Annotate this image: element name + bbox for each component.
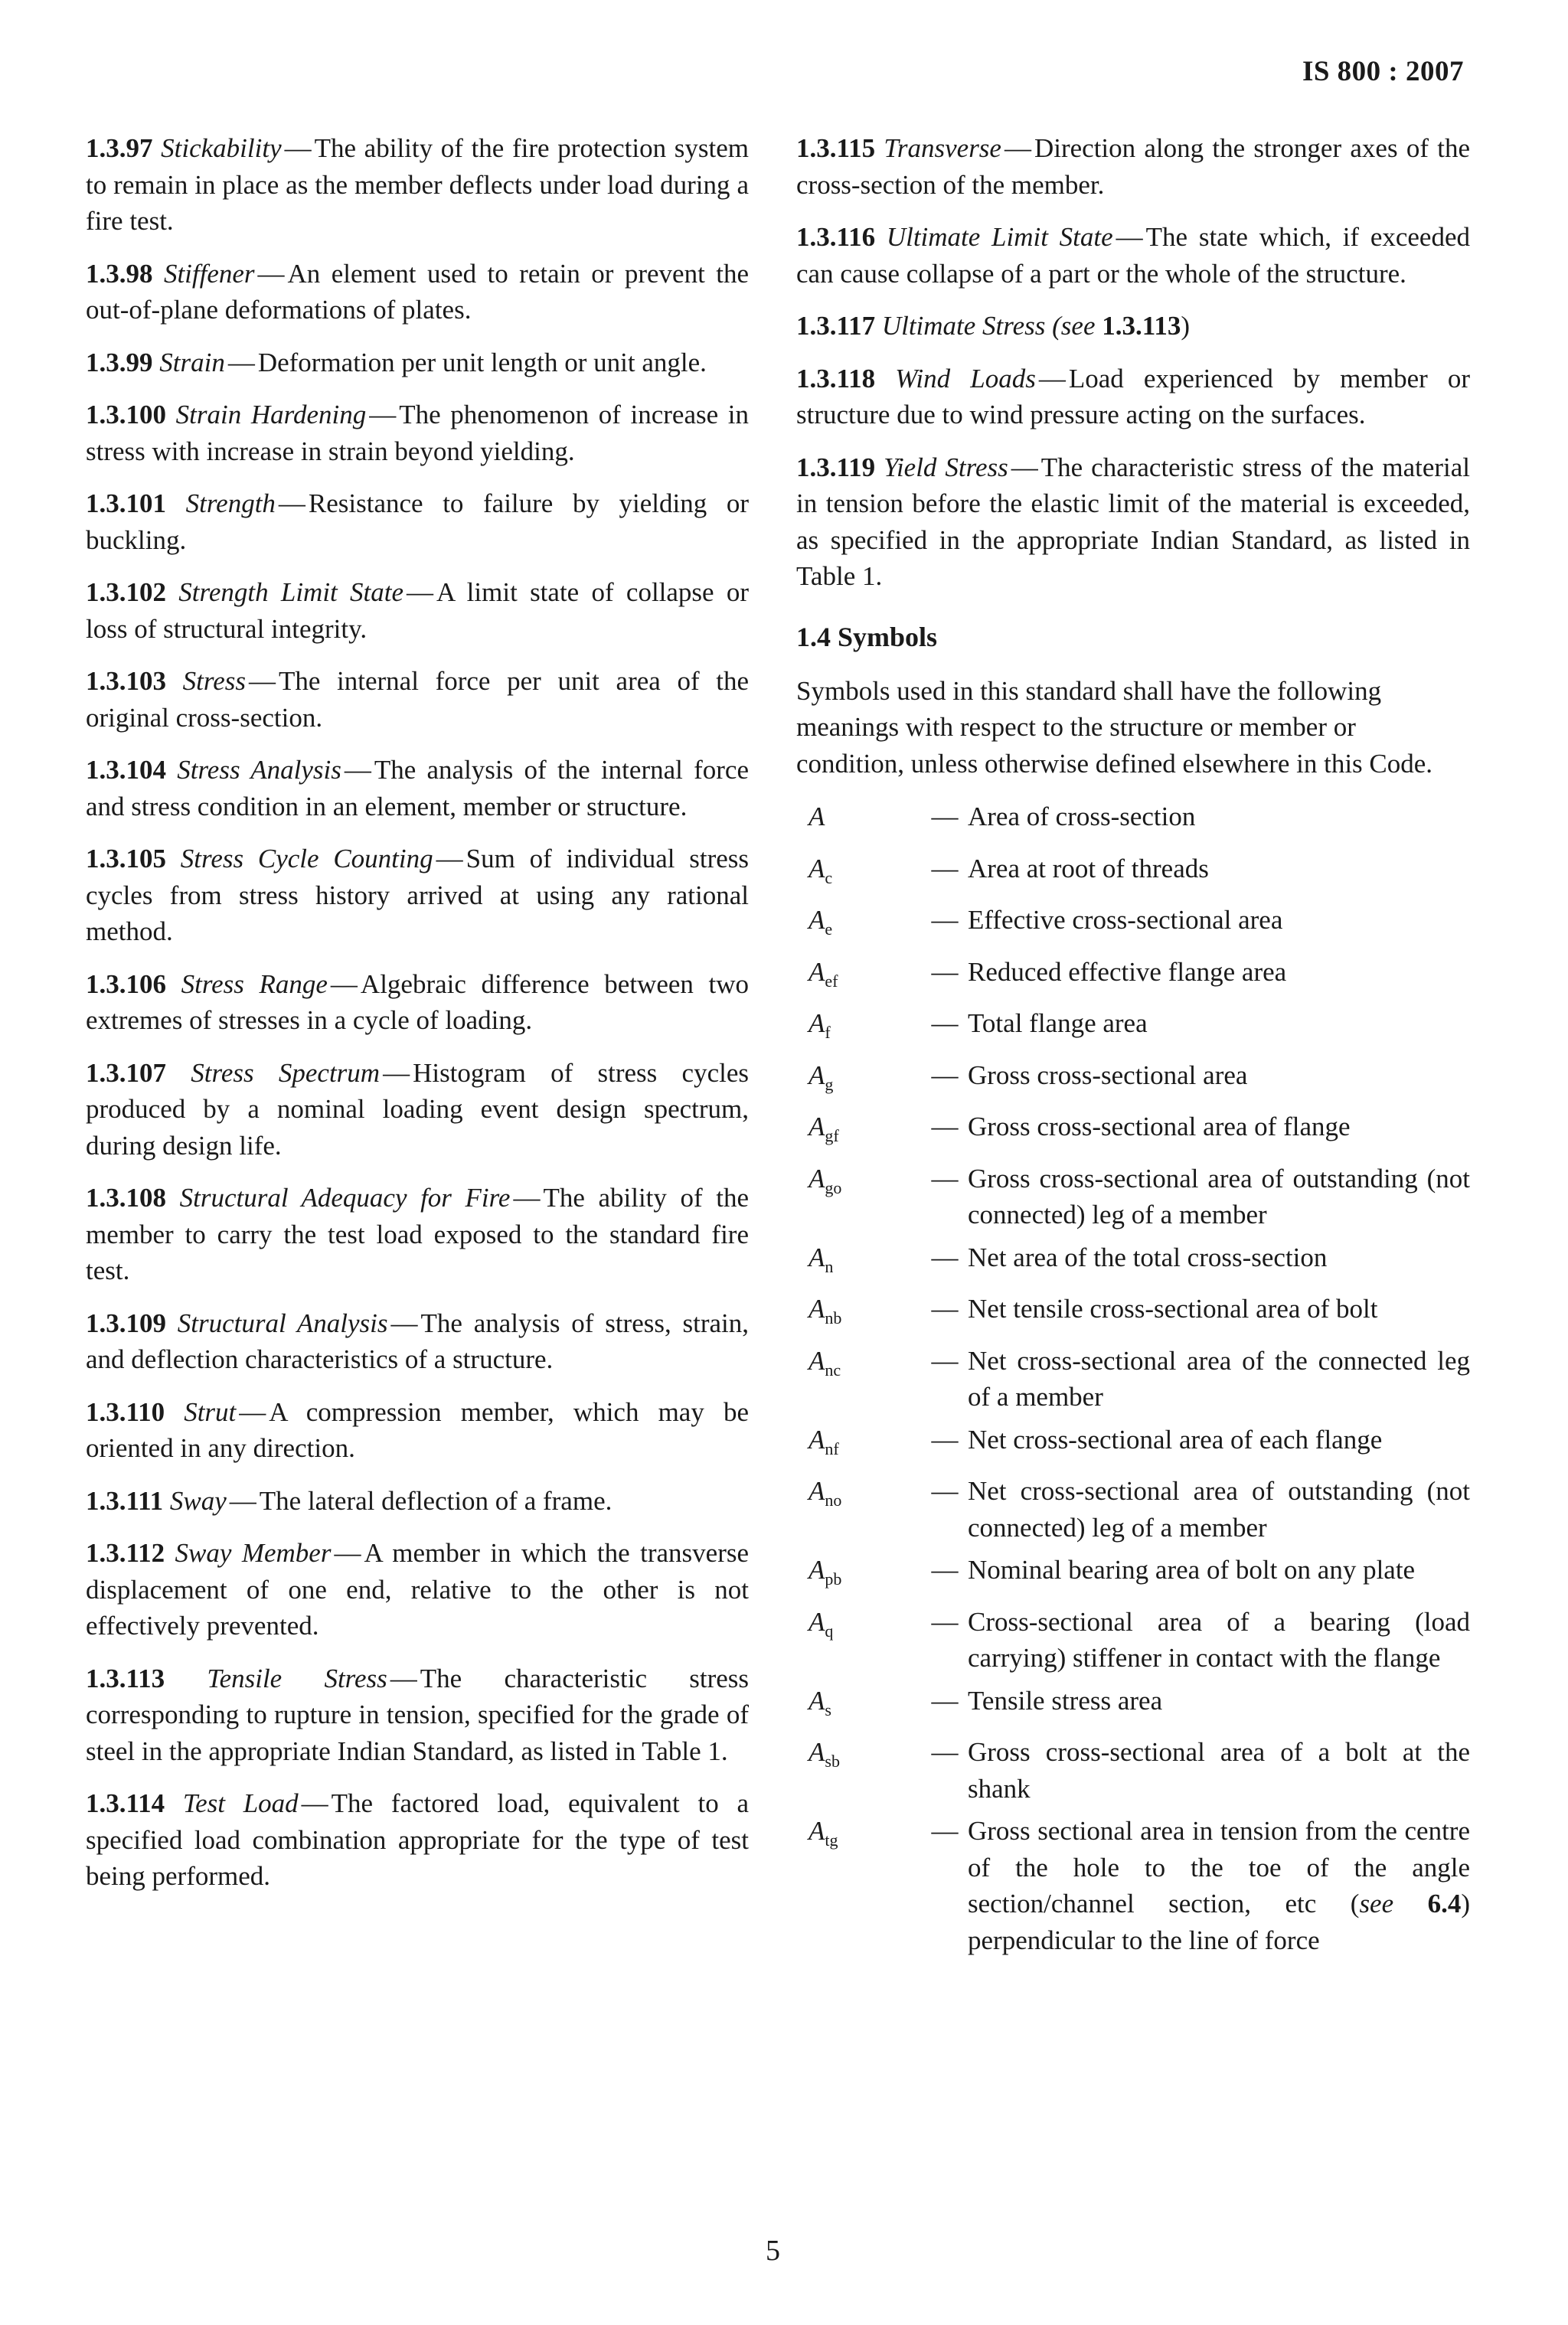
symbol: $A_f$ <box>808 1008 831 1042</box>
symbol-description: Area of cross-section <box>968 802 1196 831</box>
definition-item: 1.3.116 Ultimate Limit State — The state which, if exceeded can cause collapse of a part or the whole of the structure. <box>796 222 1470 289</box>
definition-text: Load experienced by member or structure due to wind pressure acting on the surfaces. <box>796 363 1471 429</box>
symbol-row: $A_{ef}$ — Reduced effective flange area <box>796 954 1470 1000</box>
definition-term: Structural Adequacy for Fire <box>179 1183 511 1213</box>
definition-text: The ability of the fire protection system to remain in place as the member deflects under load during a fire test. <box>86 133 749 236</box>
definition-term: Strut <box>184 1396 237 1427</box>
definition-term: Strain <box>159 347 225 377</box>
definition-item <box>796 308 1470 345</box>
definition-text: The factored load, equivalent to a specified load combination appropriate for the type of test being performed. <box>86 1788 749 1891</box>
definition-item: 1.3.105 Stress Cycle Counting — Sum of individual stress cycles from stress history arrived at using any rational method. <box>86 844 749 946</box>
definition-item: 1.3.118 Wind Loads — Load experienced by member or structure due to wind pressure acting on the surfaces. <box>796 363 1471 429</box>
definition-number: 1.3.106 <box>86 968 166 999</box>
definition-number: 1.3.109 <box>86 1308 166 1338</box>
symbol-row: $A_{sb}$ — Gross cross-sectional area of a bolt at the shank <box>796 1734 1470 1807</box>
definition-item: 1.3.110 Strut — A compression member, which may be oriented in any direction. <box>86 1396 750 1463</box>
definition-term: Stress Analysis <box>177 755 341 785</box>
definition-number: 1.3.113 <box>86 1663 165 1693</box>
definition-text: The analysis of the internal force and stress condition in an element, member or structure. <box>86 755 749 821</box>
symbol-row: $A_q$ — Cross-sectional area of a bearing (load carrying) stiffener in contact with the flange <box>796 1604 1470 1677</box>
symbol-description: Cross-sectional area of a bearing (load carrying) stiffener in contact with the flange <box>968 1606 1470 1673</box>
definition-term: Yield Stress <box>884 452 1008 482</box>
definition-text: The state which, if exceeded can cause collapse of a part or the whole of the structure. <box>796 222 1470 289</box>
left-column <box>86 130 749 1911</box>
definition-text: A member in which the transverse displacement of one end, relative to the other is not effectively prevented. <box>86 1538 749 1641</box>
definition-item: 1.3.103 Stress — The internal force per unit area of the original cross-section. <box>86 666 749 733</box>
definition-item: 1.3.106 Stress Range — Algebraic difference between two extremes of stresses in a cycle of loading. <box>86 968 749 1035</box>
definition-term: Transverse <box>884 133 1001 163</box>
symbol-description: Net cross-sectional area of the connected leg of a member <box>968 1345 1470 1412</box>
symbol: $A_{nc}$ <box>808 1345 841 1380</box>
definition-item: 1.3.99 Strain — Deformation per unit length or unit angle. <box>86 347 707 377</box>
symbol-description: Gross cross-sectional area of flange <box>968 1112 1351 1141</box>
symbol-row: $A_{tg}$ — Gross sectional area in tension from the centre of the hole to the toe of the angle section/channel section, etc (see 6.4) perpendicular to the line of force <box>796 1813 1470 1958</box>
definition-number: 1.3.100 <box>86 400 166 429</box>
symbol: $A_n$ <box>808 1242 834 1276</box>
symbols-intro: Symbols used in this standard shall have the following meanings with respect to the structure or member or condition, unless otherwise defined elsewhere in this Code. <box>796 675 1433 779</box>
definition-item: 1.3.98 Stiffener — An element used to retain or prevent the out-of-plane deformations of plates. <box>86 258 750 325</box>
definition-number: 1.3.112 <box>86 1538 165 1568</box>
definition-number: 1.3.117 <box>796 311 876 341</box>
definition-text: Direction along the stronger axes of the cross-section of the member. <box>796 133 1471 200</box>
definition-reference-prefix: (see <box>1052 311 1102 341</box>
definition-term: Strength Limit State <box>178 577 404 607</box>
definition-text: Deformation per unit length or unit angle. <box>257 347 707 377</box>
definition-text: Resistance to failure by yielding or buckling. <box>86 488 750 555</box>
definition-number: 1.3.107 <box>86 1057 166 1088</box>
definition-number: 1.3.118 <box>796 363 876 393</box>
page-number: 5 <box>766 2235 780 2267</box>
definition-item: 1.3.104 Stress Analysis — The analysis of the internal force and stress condition in an element, member or structure. <box>86 755 749 821</box>
definition-text: The characteristic stress corresponding to rupture in tension, specified for the grade of steel in the appropriate Indian Standard, as listed in Table 1. <box>86 1663 750 1766</box>
symbol: $A_{go}$ <box>808 1163 842 1197</box>
definition-number: 1.3.105 <box>86 844 166 874</box>
definition-number: 1.3.97 <box>86 133 153 163</box>
symbol: $A_{tg}$ <box>808 1816 838 1850</box>
definition-number: 1.3.101 <box>86 488 166 518</box>
definition-term: Ultimate Stress <box>881 311 1046 341</box>
definition-term: Stress Range <box>181 968 328 999</box>
definition-text: An element used to retain or prevent the out-of-plane deformations of plates. <box>86 258 750 325</box>
symbol-description: Tensile stress area <box>968 1685 1163 1716</box>
symbol-row: $A_{nf}$ — Net cross-sectional area of each flange <box>796 1422 1470 1468</box>
definition-item: 1.3.107 Stress Spectrum — Histogram of stress cycles produced by a nominal loading event design spectrum, during design life. <box>86 1057 750 1161</box>
definition-number: 1.3.104 <box>86 755 166 785</box>
definition-term: Wind Loads <box>895 363 1036 393</box>
definition-text: A limit state of collapse or loss of structural integrity. <box>86 577 750 644</box>
definition-number: 1.3.103 <box>86 666 166 696</box>
definition-reference-suffix: ) <box>1181 311 1190 341</box>
right-column <box>796 130 1470 1964</box>
symbol-row: $A_{pb}$ — Nominal bearing area of bolt on any plate <box>796 1552 1470 1598</box>
symbol: $A_g$ <box>808 1060 834 1094</box>
definition-number: 1.3.114 <box>86 1788 165 1818</box>
symbol: $A_{no}$ <box>808 1476 842 1510</box>
definition-item: 1.3.100 Strain Hardening — The phenomenon of increase in stress with increase in strain beyond yielding. <box>86 400 749 466</box>
definition-text: A compression member, which may be oriented in any direction. <box>86 1396 750 1463</box>
definition-term: Strain Hardening <box>175 400 367 429</box>
symbol: $A_{nf}$ <box>808 1424 839 1458</box>
definition-term: Structural Analysis <box>177 1308 388 1338</box>
definition-term: Sway <box>169 1485 227 1516</box>
definition-item: 1.3.97 Stickability — The ability of the fire protection system to remain in place as the member deflects under load during a fire test. <box>86 133 749 236</box>
symbol: $A_s$ <box>808 1685 831 1719</box>
symbol-description: Net area of the total cross-section <box>968 1242 1328 1272</box>
symbol-row: $A_f$ — Total flange area <box>796 1005 1470 1051</box>
symbol-row: $A_c$ — Area at root of threads <box>796 851 1470 896</box>
symbol: $A_q$ <box>808 1606 834 1641</box>
symbol-row: $A_g$ — Gross cross-sectional area <box>796 1057 1470 1103</box>
section-title: 1.4 Symbols <box>796 621 938 652</box>
symbol-description: Gross cross-sectional area <box>968 1060 1248 1090</box>
definition-item: 1.3.101 Strength — Resistance to failure by yielding or buckling. <box>86 488 750 555</box>
symbol-row: $A_s$ — Tensile stress area <box>796 1683 1470 1729</box>
definition-text: Sum of individual stress cycles from stress history arrived at using any rational method. <box>86 844 749 946</box>
definition-text: The phenomenon of increase in stress with increase in strain beyond yielding. <box>86 400 749 466</box>
symbol-description: Net tensile cross-sectional area of bolt <box>968 1294 1378 1324</box>
definition-text: The ability of the member to carry the test load exposed to the standard fire test. <box>86 1183 749 1285</box>
symbol: A <box>808 802 825 831</box>
definition-term: Stress Cycle Counting <box>180 844 433 874</box>
symbol: $A_{sb}$ <box>808 1737 840 1771</box>
definition-term: Stickability <box>161 133 282 163</box>
symbol: $A_c$ <box>808 853 833 887</box>
symbol-row: $A_{nb}$ — Net tensile cross-sectional area of bolt <box>796 1291 1470 1337</box>
symbol-row: $A_{gf}$ — Gross cross-sectional area of flange <box>796 1109 1470 1154</box>
definition-number: 1.3.98 <box>86 258 153 289</box>
definition-number: 1.3.108 <box>86 1183 166 1213</box>
symbol-description: Nominal bearing area of bolt on any plate <box>968 1555 1416 1585</box>
symbol-description: Area at root of threads <box>968 853 1209 883</box>
document-header: IS 800 : 2007 <box>1302 56 1464 87</box>
definition-reference: 1.3.113 <box>1102 311 1181 341</box>
symbol: $A_{nb}$ <box>808 1294 842 1327</box>
definition-text: The lateral deflection of a frame. <box>259 1485 612 1516</box>
symbols-table <box>796 798 1470 1958</box>
symbol-row: A — Area of cross-section <box>796 798 1470 844</box>
symbol-row: $A_n$ — Net area of the total cross-section <box>796 1239 1470 1285</box>
symbol-description: Gross cross-sectional area of a bolt at the shank <box>968 1737 1470 1804</box>
definition-text: Histogram of stress cycles produced by a nominal loading event design spectrum, during design life. <box>86 1057 750 1161</box>
symbol-description: Total flange area <box>968 1008 1148 1038</box>
definition-number: 1.3.102 <box>86 577 166 607</box>
definition-term: Stress <box>182 666 246 696</box>
definition-term: Sway Member <box>175 1538 332 1568</box>
definition-item: 1.3.102 Strength Limit State — A limit state of collapse or loss of structural integrity. <box>86 577 750 644</box>
symbol-row: $A_{no}$ — Net cross-sectional area of outstanding (not connected) leg of a member <box>796 1473 1470 1546</box>
definition-item: 1.3.112 Sway Member — A member in which the transverse displacement of one end, relative to the other is not effectively prevented. <box>86 1538 749 1641</box>
symbol-description: Effective cross-sectional area <box>968 905 1283 935</box>
symbol-description: Net cross-sectional area of outstanding (not connected) leg of a member <box>968 1476 1470 1543</box>
definition-text: The characteristic stress of the material in tension before the elastic limit of the material is exceeded, as specified in the appropriate Indian Standard, as listed in Table 1. <box>796 452 1471 591</box>
definition-item: 1.3.108 Structural Adequacy for Fire — The ability of the member to carry the test load exposed to the standard fire test. <box>86 1183 749 1285</box>
definition-term: Ultimate Limit State <box>886 222 1113 252</box>
definition-number: 1.3.116 <box>796 222 876 252</box>
symbol: $A_e$ <box>808 905 833 939</box>
definition-item: 1.3.119 Yield Stress — The characteristic stress of the material in tension before the elastic limit of the material is exceeded, as specified in the appropriate Indian Standard, as listed in Table 1. <box>796 452 1471 591</box>
definition-text: The internal force per unit area of the original cross-section. <box>86 666 749 733</box>
symbol-description: Reduced effective flange area <box>968 956 1287 987</box>
definition-text: Algebraic difference between two extremes of stresses in a cycle of loading. <box>86 968 749 1035</box>
definition-term: Stress Spectrum <box>191 1057 381 1088</box>
definition-term: Stiffener <box>163 258 255 289</box>
symbol-row: $A_{go}$ — Gross cross-sectional area of outstanding (not connected) leg of a member <box>796 1161 1470 1233</box>
definition-item: 1.3.109 Structural Analysis — The analysis of stress, strain, and deflection characteristics of a structure. <box>86 1308 750 1374</box>
definition-item: 1.3.113 Tensile Stress — The characteristic stress corresponding to rupture in tension, specified for the grade of steel in the appropriate Indian Standard, as listed in Table 1. <box>86 1663 750 1766</box>
symbol-description: Net cross-sectional area of each flange <box>968 1424 1383 1455</box>
symbol: $A_{ef}$ <box>808 956 838 991</box>
definition-term: Tensile Stress <box>207 1663 387 1693</box>
definition-item: 1.3.111 Sway — The lateral deflection of a frame. <box>86 1485 612 1516</box>
definition-number: 1.3.115 <box>796 133 876 163</box>
symbol-description: Gross sectional area in tension from the centre of the hole to the toe of the angle section/channel section, etc (see 6.4) perpendicular to the line of force <box>968 1816 1471 1955</box>
definition-number: 1.3.119 <box>796 452 876 482</box>
symbol-row: $A_e$ — Effective cross-sectional area <box>796 902 1470 948</box>
definition-number: 1.3.99 <box>86 347 153 377</box>
definition-term: Test Load <box>182 1788 299 1818</box>
definition-item: 1.3.115 Transverse — Direction along the stronger axes of the cross-section of the member. <box>796 133 1471 200</box>
definition-number: 1.3.110 <box>86 1396 165 1427</box>
definition-number: 1.3.111 <box>86 1485 164 1516</box>
definition-term: Strength <box>185 488 276 518</box>
definition-text: The analysis of stress, strain, and deflection characteristics of a structure. <box>86 1308 750 1374</box>
symbol: $A_{pb}$ <box>808 1555 842 1589</box>
symbol: $A_{gf}$ <box>808 1112 839 1145</box>
definition-item: 1.3.114 Test Load — The factored load, equivalent to a specified load combination appropriate for the type of test being performed. <box>86 1788 749 1891</box>
symbol-row: $A_{nc}$ — Net cross-sectional area of the connected leg of a member <box>796 1343 1470 1416</box>
symbol-description: Gross cross-sectional area of outstanding (not connected) leg of a member <box>968 1163 1470 1229</box>
